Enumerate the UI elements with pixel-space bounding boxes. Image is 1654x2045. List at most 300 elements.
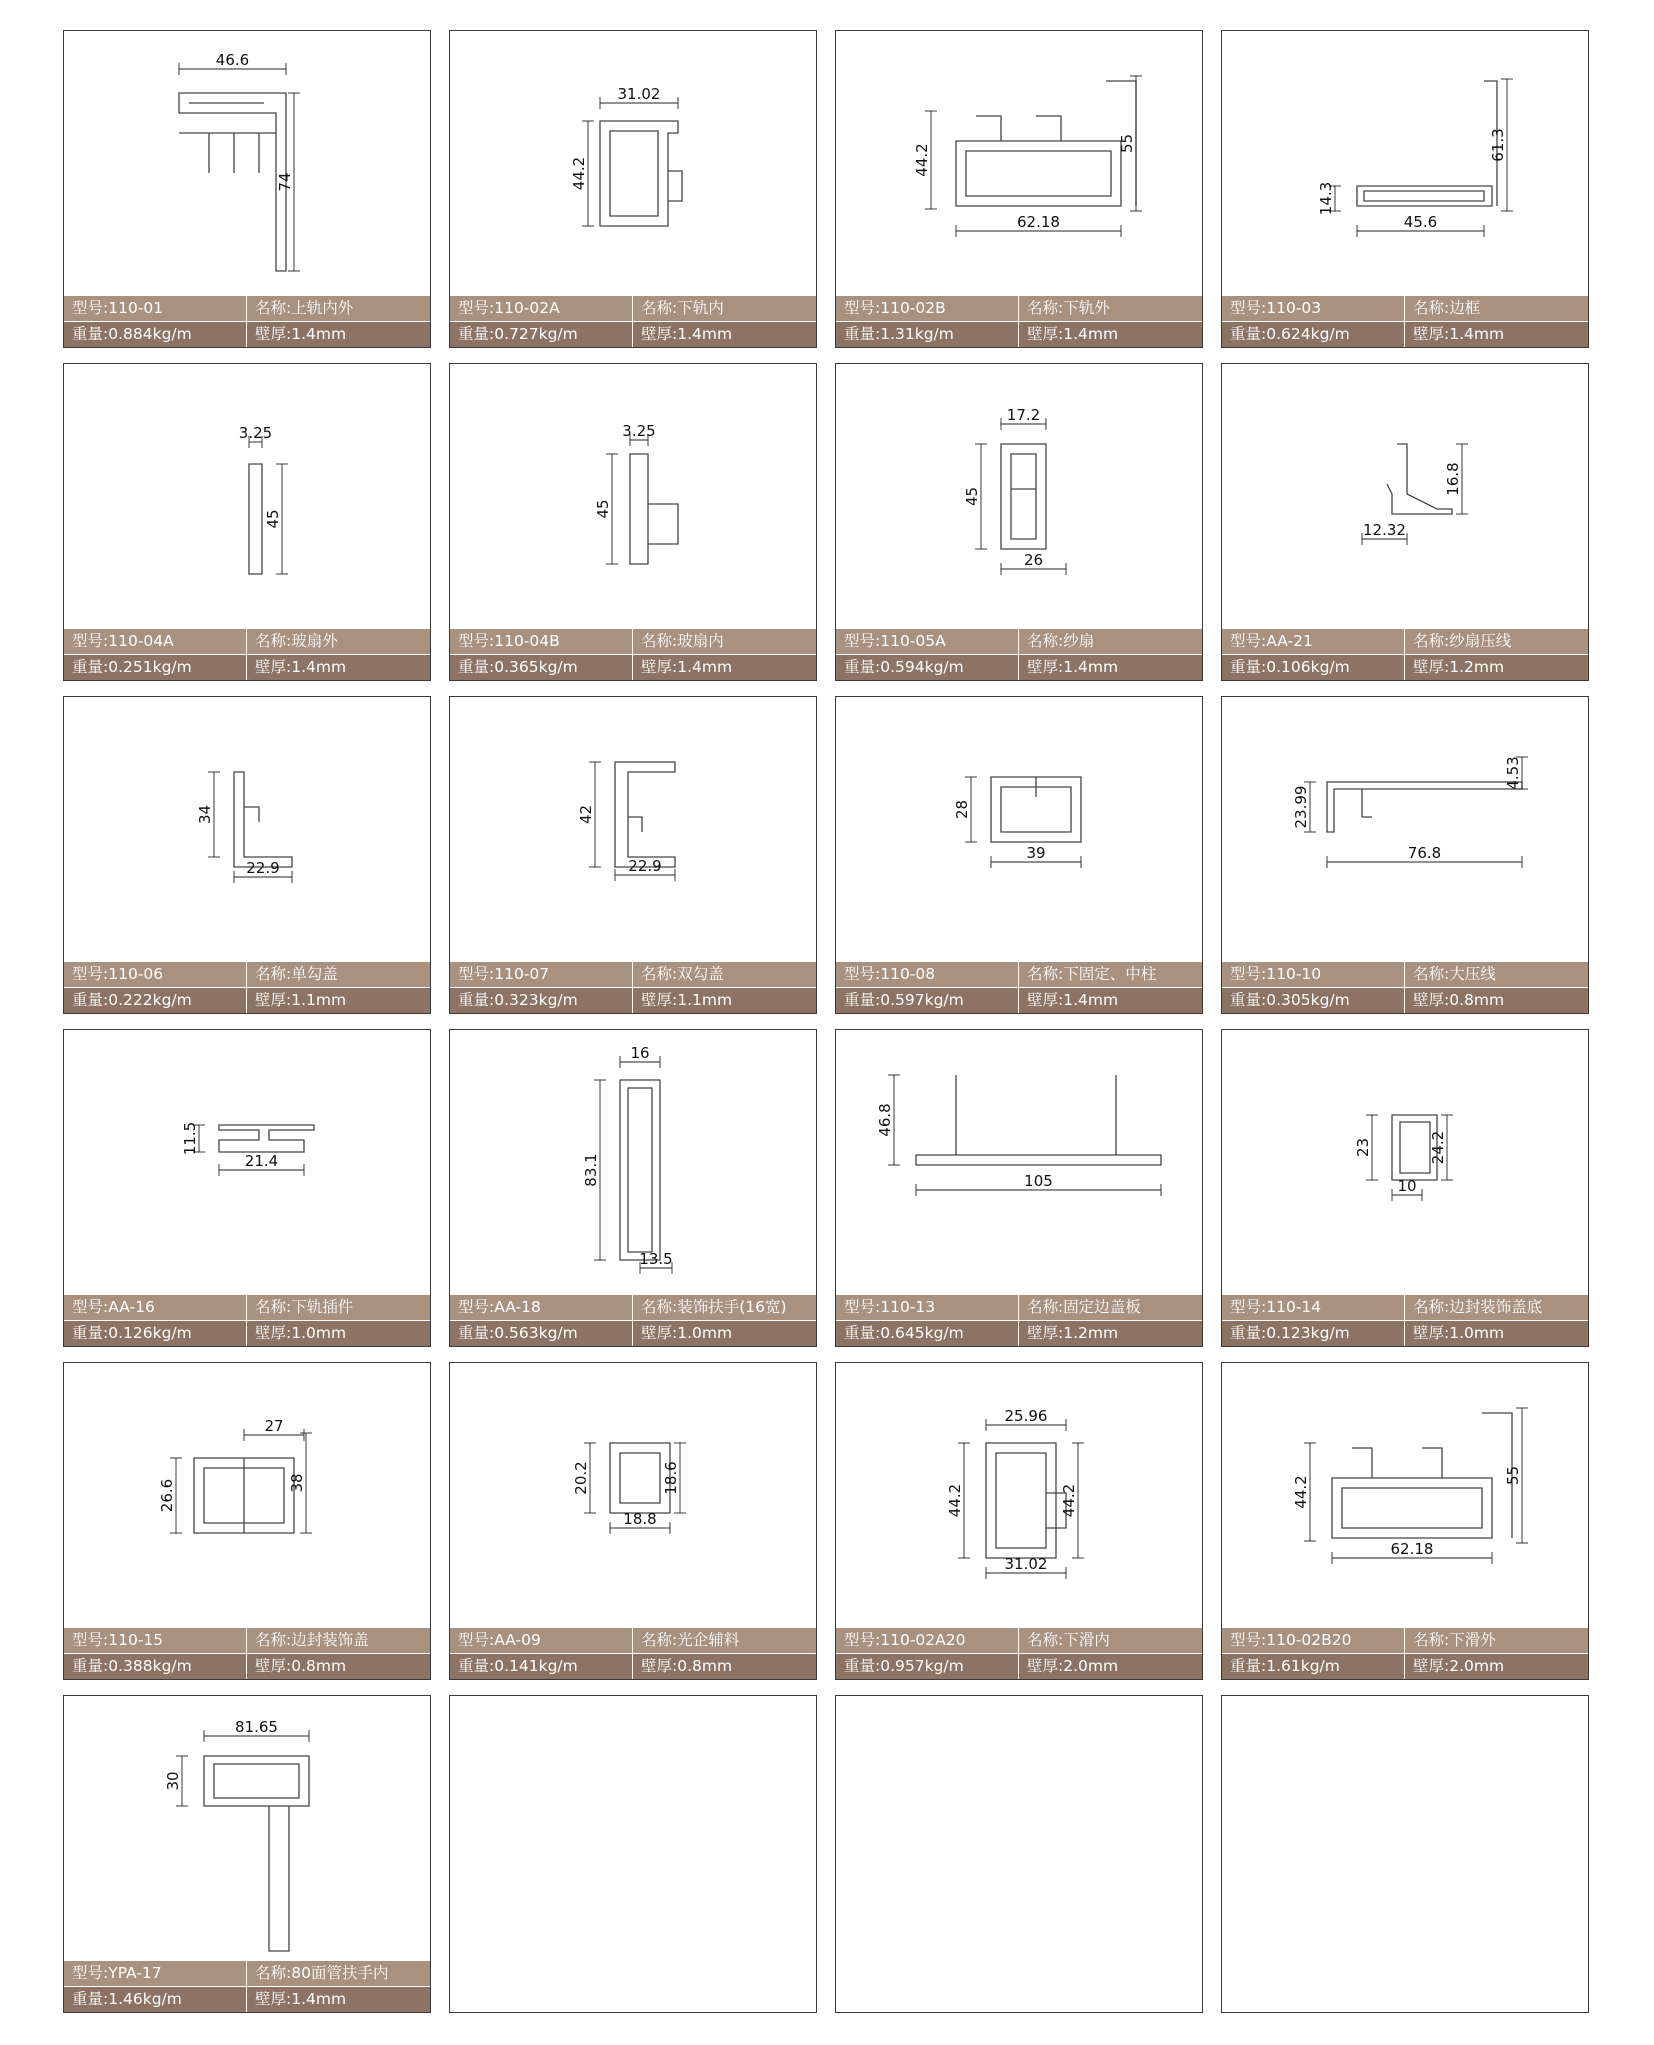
name-value: 固定边盖板	[1063, 1298, 1141, 1316]
name-label: 名称:	[1413, 1631, 1450, 1649]
name-label: 名称:	[1413, 632, 1450, 650]
dimension	[1292, 1443, 1316, 1541]
dimension	[953, 777, 977, 842]
name-value: 下固定、中柱	[1063, 965, 1157, 983]
weight-value: 0.388kg/m	[108, 1657, 192, 1675]
name-value: 边框	[1449, 299, 1481, 317]
dimension-label: 44.2	[570, 156, 588, 191]
wall-field	[1405, 988, 1588, 1013]
name-label: 名称:	[641, 1298, 678, 1316]
weight-field	[64, 655, 247, 680]
spec-panel	[450, 296, 816, 347]
profile-card-110-02A20	[835, 1362, 1203, 1680]
name-label: 名称:	[641, 965, 678, 983]
name-value: 边封装饰盖底	[1449, 1298, 1543, 1316]
wall-field	[633, 988, 816, 1013]
weight-field	[450, 322, 633, 347]
profile-outline	[219, 1125, 314, 1152]
dimension-label: 55	[1504, 1465, 1522, 1486]
profile-card-110-10	[1221, 696, 1589, 1014]
dimension-label: 16	[630, 1044, 650, 1062]
model-value: 110-08	[880, 965, 936, 983]
wall-label: 壁厚:	[255, 658, 292, 676]
weight-field	[836, 1654, 1019, 1679]
wall-label: 壁厚:	[1027, 991, 1064, 1009]
weight-field	[64, 988, 247, 1013]
dimension-label: 27	[264, 1417, 284, 1435]
wall-field	[247, 655, 430, 680]
model-field	[836, 962, 1019, 987]
dimension-label: 3.25	[238, 424, 273, 442]
name-label: 名称:	[255, 1964, 292, 1982]
profile-drawing	[64, 1363, 429, 1625]
profile-drawing	[836, 1363, 1201, 1625]
weight-field	[1222, 988, 1405, 1013]
spec-panel	[1222, 296, 1588, 347]
dimension-label: 39	[1026, 844, 1046, 862]
name-field	[1405, 962, 1588, 987]
dimension-label: 44.2	[946, 1483, 964, 1518]
weight-value: 0.222kg/m	[108, 991, 192, 1009]
model-field	[836, 1628, 1019, 1653]
dimension	[1060, 1443, 1084, 1558]
weight-value: 0.957kg/m	[880, 1657, 964, 1675]
dimension	[179, 51, 286, 75]
dimension	[1429, 1115, 1453, 1180]
spec-panel	[836, 1295, 1202, 1346]
profile-card-AA-18	[449, 1029, 817, 1347]
dimension	[986, 1407, 1066, 1431]
profile-card-110-04B	[449, 363, 817, 681]
dimension-label: 45	[264, 509, 282, 529]
dimension	[615, 857, 675, 881]
name-value: 玻扇内	[677, 632, 724, 650]
name-value: 下轨插件	[291, 1298, 354, 1316]
model-value: 110-02B20	[1266, 1631, 1352, 1649]
name-field	[1405, 296, 1588, 321]
model-field	[1222, 962, 1405, 987]
weight-label: 重量:	[844, 325, 881, 343]
model-label: 型号:	[1230, 1631, 1267, 1649]
weight-value: 0.365kg/m	[494, 658, 578, 676]
profile-card-110-06	[63, 696, 431, 1014]
model-label: 型号:	[844, 965, 881, 983]
wall-label: 壁厚:	[1027, 325, 1064, 343]
profile-outline	[610, 1443, 670, 1513]
profile-drawing	[450, 1030, 815, 1292]
profile-card-AA-21	[1221, 363, 1589, 681]
dimension	[916, 1172, 1161, 1196]
model-value: AA-09	[494, 1631, 541, 1649]
dimension	[204, 1718, 309, 1742]
weight-label: 重量:	[1230, 1324, 1267, 1342]
wall-label: 壁厚:	[1413, 1657, 1450, 1675]
model-field	[64, 296, 247, 321]
wall-value: 1.4mm	[291, 1990, 347, 2008]
name-field	[1405, 629, 1588, 654]
model-label: 型号:	[72, 1964, 109, 1982]
model-label: 型号:	[1230, 632, 1267, 650]
model-label: 型号:	[458, 299, 495, 317]
dimension-label: 44.2	[1060, 1483, 1078, 1518]
weight-label: 重量:	[458, 658, 495, 676]
name-value: 大压线	[1449, 965, 1496, 983]
wall-label: 壁厚:	[1413, 325, 1450, 343]
dimension-label: 23	[1354, 1137, 1372, 1158]
wall-value: 1.4mm	[291, 325, 347, 343]
profile-outline	[956, 81, 1136, 206]
weight-label: 重量:	[1230, 1657, 1267, 1675]
dimension	[570, 121, 594, 226]
spec-panel	[1222, 1628, 1588, 1679]
wall-value: 1.4mm	[677, 658, 733, 676]
wall-field	[1019, 988, 1202, 1013]
model-field	[64, 962, 247, 987]
dimension	[219, 1152, 304, 1176]
model-label: 型号:	[1230, 299, 1267, 317]
profile-outline	[1387, 444, 1452, 514]
name-value: 下滑内	[1063, 1631, 1110, 1649]
weight-field	[1222, 1654, 1405, 1679]
name-value: 双勾盖	[677, 965, 724, 983]
model-value: 110-02A20	[880, 1631, 966, 1649]
model-label: 型号:	[72, 965, 109, 983]
name-field	[633, 962, 816, 987]
wall-value: 1.4mm	[1063, 658, 1119, 676]
name-label: 名称:	[255, 1631, 292, 1649]
name-field	[247, 1961, 430, 1986]
dimension-label: 34	[196, 804, 214, 825]
weight-field	[450, 988, 633, 1013]
weight-value: 0.305kg/m	[1266, 991, 1350, 1009]
dimension-label: 30	[164, 1771, 182, 1791]
spec-panel	[450, 962, 816, 1013]
dimension-label: 105	[1024, 1172, 1053, 1190]
model-value: AA-18	[494, 1298, 541, 1316]
model-label: 型号:	[72, 632, 109, 650]
name-field	[1019, 1295, 1202, 1320]
weight-label: 重量:	[1230, 658, 1267, 676]
model-label: 型号:	[72, 1631, 109, 1649]
spec-panel	[450, 629, 816, 680]
name-value: 光企辅料	[677, 1631, 740, 1649]
dimension	[963, 444, 987, 549]
wall-field	[247, 322, 430, 347]
wall-label: 壁厚:	[1413, 991, 1450, 1009]
name-label: 名称:	[255, 1298, 292, 1316]
dimension	[946, 1443, 970, 1558]
profile-card-110-04A	[63, 363, 431, 681]
spec-panel	[836, 1628, 1202, 1679]
model-label: 型号:	[458, 632, 495, 650]
model-field	[1222, 629, 1405, 654]
weight-value: 0.727kg/m	[494, 325, 578, 343]
wall-field	[247, 988, 430, 1013]
weight-label: 重量:	[844, 991, 881, 1009]
wall-value: 1.1mm	[291, 991, 347, 1009]
profile-card-110-07	[449, 696, 817, 1014]
model-field	[64, 1961, 247, 1986]
wall-field	[1405, 322, 1588, 347]
profile-outline	[179, 93, 286, 271]
profile-card-110-08	[835, 696, 1203, 1014]
weight-label: 重量:	[72, 1324, 109, 1342]
empty-card	[449, 1695, 817, 2013]
dimension-label: 4.53	[1504, 756, 1522, 790]
wall-label: 壁厚:	[641, 1657, 678, 1675]
dimension	[164, 1756, 188, 1806]
profile-drawing	[64, 1030, 429, 1292]
model-label: 型号:	[1230, 1298, 1267, 1316]
wall-value: 1.1mm	[677, 991, 733, 1009]
weight-field	[450, 655, 633, 680]
model-field	[64, 1628, 247, 1653]
wall-label: 壁厚:	[1027, 1324, 1064, 1342]
profile-drawing	[836, 31, 1201, 293]
model-value: 110-06	[108, 965, 164, 983]
spec-panel	[64, 1295, 430, 1346]
dimension	[582, 1080, 606, 1260]
weight-field	[64, 322, 247, 347]
model-value: 110-04A	[108, 632, 174, 650]
weight-label: 重量:	[458, 1657, 495, 1675]
profile-drawing	[450, 697, 815, 959]
dimension	[244, 1417, 304, 1441]
name-value: 下轨内	[677, 299, 724, 317]
model-field	[1222, 1628, 1405, 1653]
model-field	[450, 1295, 633, 1320]
model-label: 型号:	[844, 1298, 881, 1316]
dimension	[1317, 182, 1341, 215]
wall-value: 1.4mm	[1063, 325, 1119, 343]
model-value: 110-04B	[494, 632, 560, 650]
name-label: 名称:	[1027, 965, 1064, 983]
spec-panel	[64, 962, 430, 1013]
weight-field	[450, 1654, 633, 1679]
spec-panel	[1222, 629, 1588, 680]
weight-label: 重量:	[72, 325, 109, 343]
dimension	[1001, 406, 1046, 430]
dimension	[594, 454, 618, 564]
dimension-label: 31.02	[617, 85, 661, 103]
wall-value: 1.2mm	[1449, 658, 1505, 676]
dimension	[239, 424, 272, 448]
dimension	[572, 1443, 596, 1513]
spec-panel	[64, 629, 430, 680]
dimension-label: 11.5	[181, 1121, 199, 1156]
dimension	[600, 85, 678, 109]
weight-label: 重量:	[458, 991, 495, 1009]
dimension	[1444, 444, 1468, 514]
dimension-label: 31.02	[1004, 1555, 1048, 1573]
name-label: 名称:	[1027, 632, 1064, 650]
dimension	[956, 213, 1121, 237]
profile-outline	[249, 464, 262, 574]
model-field	[64, 629, 247, 654]
name-field	[633, 296, 816, 321]
dimension	[288, 1433, 312, 1533]
profile-outline	[916, 1075, 1161, 1165]
profile-drawing	[1222, 697, 1587, 959]
dimension	[577, 762, 601, 867]
profile-outline	[1357, 81, 1497, 206]
spec-panel	[450, 1628, 816, 1679]
profile-card-110-01	[63, 30, 431, 348]
weight-field	[836, 1321, 1019, 1346]
dimension-label: 26	[1023, 551, 1044, 569]
model-label: 型号:	[844, 299, 881, 317]
wall-field	[1019, 655, 1202, 680]
name-value: 纱扇	[1063, 632, 1095, 650]
name-value: 下滑外	[1449, 1631, 1496, 1649]
weight-field	[450, 1321, 633, 1346]
wall-label: 壁厚:	[255, 1324, 292, 1342]
profile-drawing	[450, 31, 815, 293]
weight-label: 重量:	[72, 1990, 109, 2008]
dimension	[1357, 213, 1484, 237]
name-field	[1019, 629, 1202, 654]
dimension-label: 18.6	[662, 1461, 680, 1495]
dimension-label: 61.3	[1489, 128, 1507, 162]
wall-field	[1019, 1654, 1202, 1679]
spec-panel	[1222, 1295, 1588, 1346]
dimension-label: 62.18	[1017, 213, 1060, 231]
name-label: 名称:	[255, 965, 292, 983]
dimension-label: 12.32	[1363, 521, 1406, 539]
weight-value: 1.61kg/m	[1266, 1657, 1340, 1675]
model-field	[450, 1628, 633, 1653]
name-value: 上轨内外	[291, 299, 354, 317]
weight-label: 重量:	[844, 1657, 881, 1675]
dimension-label: 42	[577, 804, 595, 825]
weight-value: 0.106kg/m	[1266, 658, 1350, 676]
name-field	[1019, 1628, 1202, 1653]
dimension-label: 22.9	[246, 859, 280, 877]
weight-label: 重量:	[844, 1324, 881, 1342]
weight-field	[836, 655, 1019, 680]
profile-drawing	[1222, 31, 1587, 293]
model-field	[64, 1295, 247, 1320]
name-label: 名称:	[641, 1631, 678, 1649]
dimension	[1354, 1115, 1378, 1180]
dimension	[1327, 844, 1522, 868]
name-field	[247, 1295, 430, 1320]
dimension-label: 18.8	[623, 1510, 657, 1528]
wall-value: 1.0mm	[1449, 1324, 1505, 1342]
wall-label: 壁厚:	[641, 991, 678, 1009]
wall-field	[1019, 1321, 1202, 1346]
dimension-label: 76.8	[1407, 844, 1442, 862]
dimension-label: 45	[594, 499, 612, 519]
wall-value: 1.4mm	[1449, 325, 1505, 343]
name-field	[247, 962, 430, 987]
dimension	[876, 1075, 900, 1165]
dimension-label: 46.8	[876, 1103, 894, 1137]
dimension	[181, 1122, 205, 1155]
dimension-label: 16.8	[1444, 462, 1462, 496]
name-field	[1019, 296, 1202, 321]
model-field	[836, 1295, 1019, 1320]
name-field	[633, 1295, 816, 1320]
name-field	[247, 296, 430, 321]
name-label: 名称:	[1027, 299, 1064, 317]
weight-field	[836, 322, 1019, 347]
spec-panel	[64, 1628, 430, 1679]
model-field	[1222, 1295, 1405, 1320]
dimension-label: 45	[963, 486, 981, 507]
profile-card-110-02B20	[1221, 1362, 1589, 1680]
model-value: 110-07	[494, 965, 550, 983]
profile-card-AA-16	[63, 1029, 431, 1347]
wall-value: 0.8mm	[677, 1657, 733, 1675]
wall-label: 壁厚:	[1027, 1657, 1064, 1675]
spec-panel	[836, 629, 1202, 680]
spec-panel	[836, 296, 1202, 347]
wall-value: 2.0mm	[1063, 1657, 1119, 1675]
profile-outline	[600, 121, 682, 226]
wall-label: 壁厚:	[1413, 1324, 1450, 1342]
name-field	[1405, 1295, 1588, 1320]
name-field	[1405, 1628, 1588, 1653]
name-value: 纱扇压线	[1449, 632, 1512, 650]
dimension	[196, 772, 220, 857]
profile-card-110-05A	[835, 363, 1203, 681]
wall-field	[1405, 1321, 1588, 1346]
profile-outline	[615, 762, 675, 867]
dimension-label: 22.9	[628, 857, 662, 875]
dimension	[264, 464, 288, 574]
weight-label: 重量:	[72, 991, 109, 1009]
model-value: 110-13	[880, 1298, 936, 1316]
wall-value: 1.4mm	[1063, 991, 1119, 1009]
model-value: 110-10	[1266, 965, 1322, 983]
profile-outline	[194, 1458, 294, 1533]
wall-label: 壁厚:	[255, 325, 292, 343]
name-field	[1019, 962, 1202, 987]
profile-outline	[1327, 782, 1522, 832]
profile-drawing	[64, 1696, 429, 1958]
wall-label: 壁厚:	[641, 1324, 678, 1342]
dimension-label: 25.96	[1004, 1407, 1048, 1425]
weight-field	[64, 1654, 247, 1679]
profile-outline	[630, 454, 678, 564]
wall-value: 1.4mm	[291, 658, 347, 676]
model-field	[1222, 296, 1405, 321]
weight-value: 0.141kg/m	[494, 1657, 578, 1675]
dimension-label: 45.6	[1403, 213, 1438, 231]
dimension	[276, 93, 300, 271]
weight-label: 重量:	[458, 325, 495, 343]
dimension	[639, 1250, 672, 1274]
name-label: 名称:	[641, 632, 678, 650]
name-value: 装饰扶手(16宽)	[677, 1298, 787, 1316]
model-field	[836, 296, 1019, 321]
profile-outline	[1001, 444, 1046, 549]
weight-label: 重量:	[72, 658, 109, 676]
weight-value: 0.597kg/m	[880, 991, 964, 1009]
model-value: 110-03	[1266, 299, 1322, 317]
dimension	[158, 1458, 182, 1533]
wall-value: 0.8mm	[291, 1657, 347, 1675]
model-value: YPA-17	[108, 1964, 162, 1982]
profile-card-YPA-17	[63, 1695, 431, 2013]
name-label: 名称:	[1413, 965, 1450, 983]
profile-drawing	[836, 1030, 1201, 1292]
name-value: 下轨外	[1063, 299, 1110, 317]
weight-label: 重量:	[72, 1657, 109, 1675]
dimension-label: 62.18	[1390, 1540, 1434, 1558]
weight-value: 0.884kg/m	[108, 325, 192, 343]
